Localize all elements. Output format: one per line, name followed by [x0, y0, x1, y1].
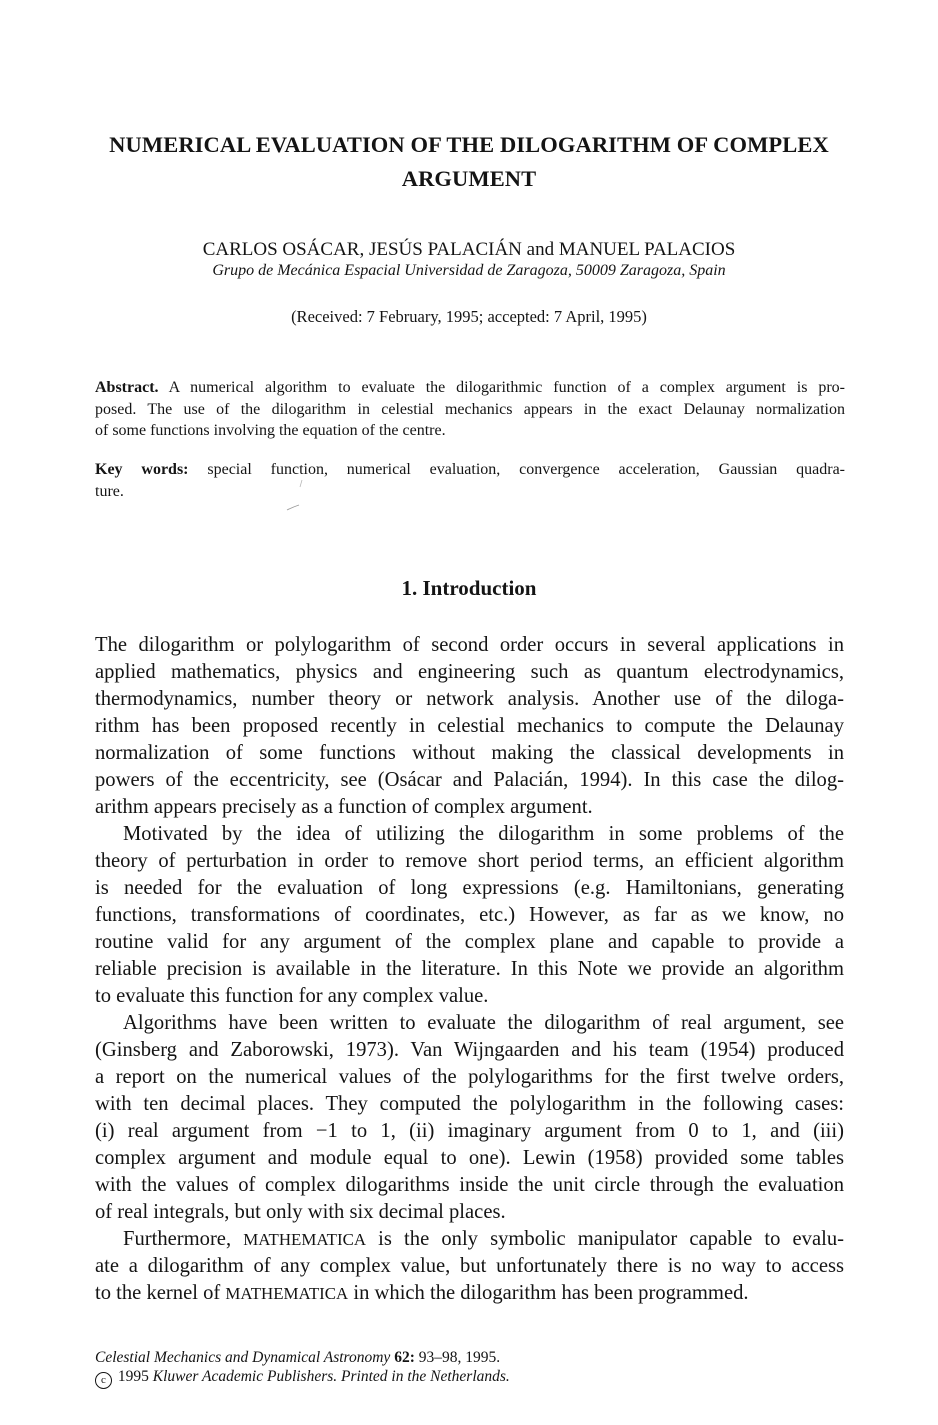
keywords [95, 459, 845, 502]
copyright-icon: c [95, 1372, 112, 1389]
copyright-year: 1995 [114, 1368, 153, 1385]
paragraph-line: thermodynamics, number theory or network analysis. Another use of the diloga- [95, 688, 844, 710]
paragraph-line: reliable precision is available in the literature. In this Note we provide an algorithm [95, 958, 844, 980]
paragraph-line: (Ginsberg and Zaborowski, 1973). Van Wijngaarden and his team (1954) produced [95, 1039, 844, 1061]
author-affiliation: Grupo de Mecánica Espacial Universidad de Zaragoza, 50009 Zaragoza, Spain [212, 262, 726, 279]
paragraph-line: routine valid for any argument of the complex plane and capable to provide a [95, 931, 844, 953]
title-line-1: NUMERICAL EVALUATION OF THE DILOGARITHM OF COMPLEX [109, 132, 829, 157]
paragraph-line: theory of perturbation in order to remove short period terms, an efficient algorithm [95, 850, 844, 872]
footer-citation [95, 1348, 510, 1367]
paragraph-line: The dilogarithm or polylogarithm of second order occurs in several applications in [95, 634, 844, 656]
paragraph-line: Motivated by the idea of utilizing the dilogarithm in some problems of the [123, 823, 844, 845]
paragraph-line: to evaluate this function for any complex value. [95, 985, 489, 1007]
mathematica-smallcaps: MATHEMATICA [225, 1284, 349, 1303]
paragraph-line: normalization of some functions without making the classical developments in [95, 742, 844, 764]
abstract-line: posed. The use of the dilogarithm in celestial mechanics appears in the exact Delaunay normalization [95, 400, 845, 418]
abstract-label: Abstract. [95, 379, 159, 396]
paragraph-line: powers of the eccentricity, see (Osácar and Palacián, 1994). In this case the dilog- [95, 769, 844, 791]
paragraph-line: applied mathematics, physics and engineering such as quantum electrodynamics, [95, 661, 844, 683]
keywords-line: ture. [95, 482, 124, 500]
mathematica-smallcaps: MATHEMATICA [243, 1230, 367, 1249]
page-footer [95, 1348, 510, 1389]
paragraph-line: with ten decimal places. They computed the polylogarithm in the following cases: [95, 1093, 844, 1115]
paragraph-line: (i) real argument from −1 to 1, (ii) imaginary argument from 0 to 1, and (iii) [95, 1120, 844, 1142]
paragraph-line: is needed for the evaluation of long expressions (e.g. Hamiltonians, generating [95, 877, 844, 899]
paper-title [60, 128, 878, 196]
paragraph-line: Algorithms have been written to evaluate the dilogarithm of real argument, see [123, 1012, 844, 1034]
paragraph-line: to the kernel of MATHEMATICA in which the dilogarithm has been programmed. [95, 1282, 749, 1304]
abstract [95, 377, 845, 442]
paragraph-line: rithm has been proposed recently in celestial mechanics to compute the Delaunay [95, 715, 844, 737]
introduction-body [95, 632, 844, 1307]
journal-pages: 93–98, 1995. [414, 1349, 501, 1366]
journal-volume: 62: [394, 1349, 415, 1366]
paragraph-line: with the values of complex dilogarithms inside the unit circle through the evaluation [95, 1174, 844, 1196]
section-heading-introduction: 1. Introduction [401, 576, 537, 600]
publisher-line: Kluwer Academic Publishers. Printed in the Netherlands. [152, 1368, 510, 1385]
paragraph-line: complex argument and module equal to one). Lewin (1958) provided some tables [95, 1147, 844, 1169]
journal-name: Celestial Mechanics and Dynamical Astronomy [95, 1349, 391, 1366]
author-list: CARLOS OSÁCAR, JESÚS PALACIÁN and MANUEL PALACIOS [202, 239, 736, 260]
paragraph-line: of real integrals, but only with six decimal places. [95, 1201, 506, 1223]
received-dates: (Received: 7 February, 1995; accepted: 7 April, 1995) [291, 307, 647, 326]
abstract-text: A numerical algorithm to evaluate the dilogarithmic function of a complex argument is pro- [158, 379, 845, 396]
abstract-line: of some functions involving the equation of the centre. [95, 422, 446, 439]
title-line-2: ARGUMENT [401, 166, 537, 191]
paragraph-line: a report on the numerical values of the polylogarithms for the first twelve orders, [95, 1066, 844, 1088]
paragraph-line: Furthermore, MATHEMATICA is the only symbolic manipulator capable to evalu- [123, 1228, 844, 1250]
footer-copyright [95, 1367, 510, 1389]
paragraph-line: functions, transformations of coordinates, etc.) However, as far as we know, no [95, 904, 844, 926]
paragraph-line: ate a dilogarithm of any complex value, but unfortunately there is no way to access [95, 1255, 844, 1277]
keywords-line [95, 459, 845, 481]
keywords-label: Key words: [95, 461, 189, 478]
abstract-line [95, 377, 845, 399]
keywords-text: special function, numerical evaluation, convergence acceleration, Gaussian quadra- [188, 461, 846, 478]
scan-artifact-mark [283, 478, 307, 514]
paragraph-line: arithm appears precisely as a function of complex argument. [95, 796, 593, 818]
